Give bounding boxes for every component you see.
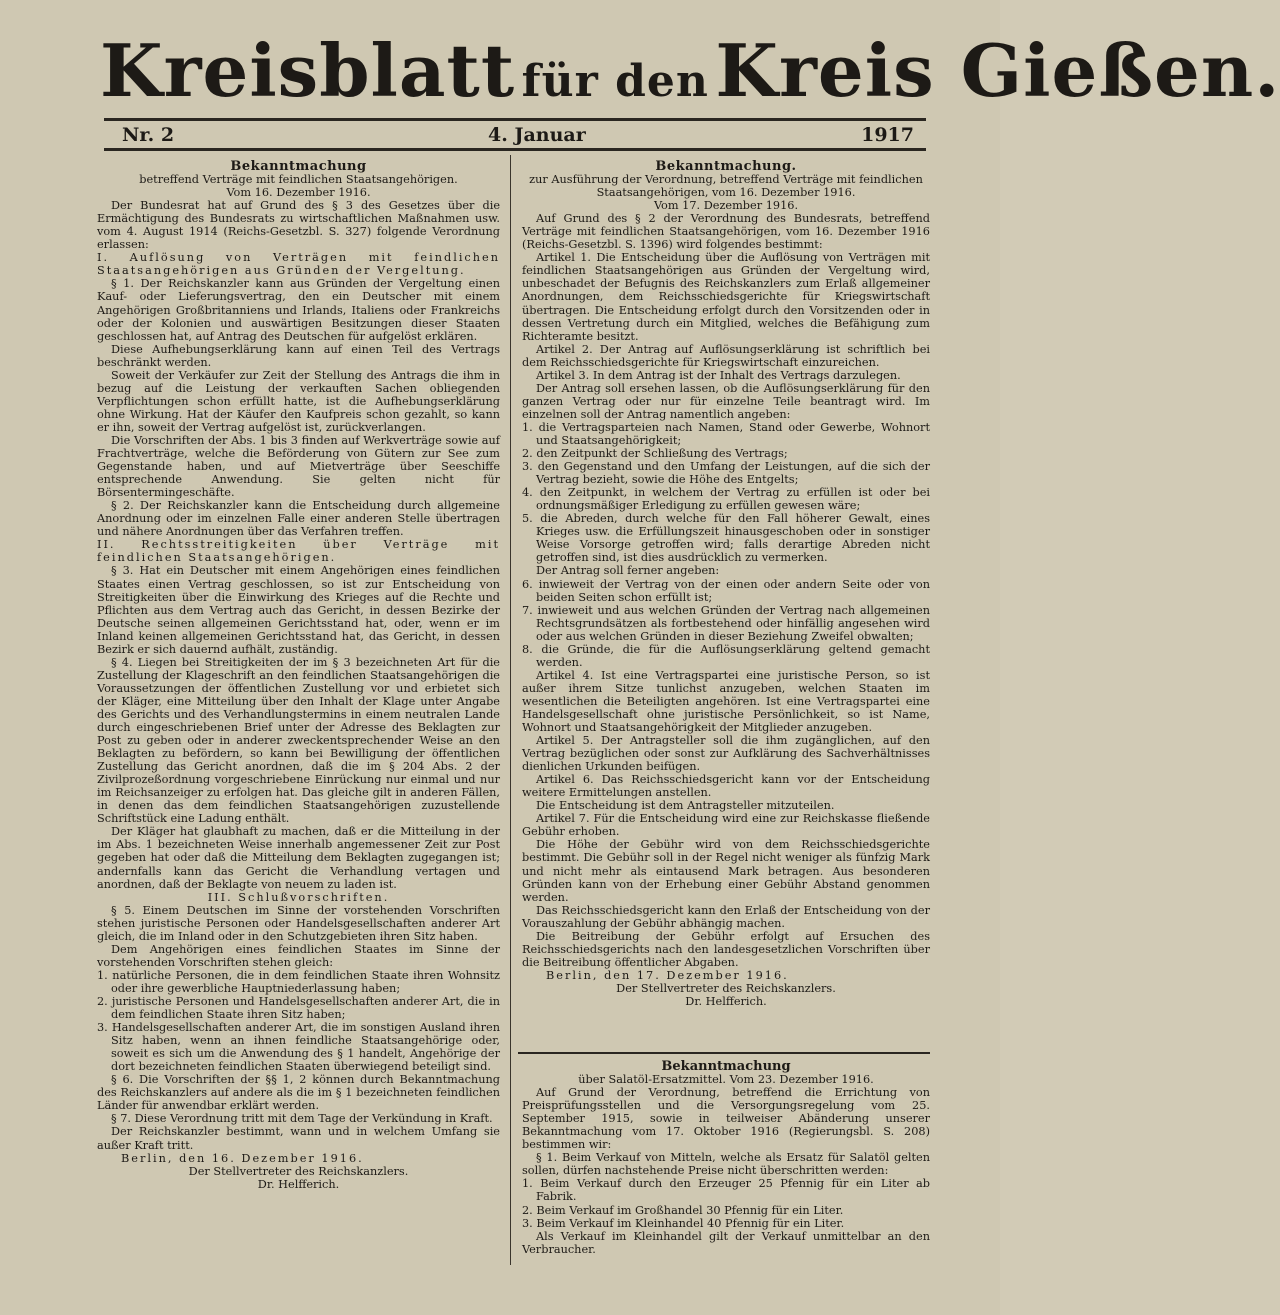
left-para-4: Die Vorschriften der Abs. 1 bis 3 finden auf Werkverträge sowie auf Frachtverträge, welche die Beförderung von Gütern zur See zum Gegenstande haben, und auf Mietverträge über Seeschiffe entsprechende Anwendung. Sie gelten nicht für Börsentermingeschäfte. bbox=[97, 433, 500, 500]
left-para-10: Dem Angehörigen eines feindlichen Staates im Sinne der vorstehenden Vorschriften stehen gleich: bbox=[97, 942, 500, 969]
right-list-item: 7. inwieweit und aus welchen Gründen der Vertrag nach allgemeinen Rechtsgrundsätzen als fortbestehend oder hinfällig angesehen wird oder aus welchen Gründen in dieser Beziehung Zweifel obwalten; bbox=[522, 603, 930, 643]
left-para-8: Der Kläger hat glaubhaft zu machen, daß er die Mitteilung in der im Abs. 1 bezeichneten Weise innerhalb angemessener Zeit zur Post gegeben hat oder daß die Mitteilung dem Beklagten zugegangen ist; andernfalls kann das Gericht die Verhandlung vertagen und anordnen, daß der Beklagte von neuem zu laden ist. bbox=[97, 825, 500, 891]
right-article-3: Artikel 3. In dem Antrag ist der Inhalt des Vertrags darzulegen. bbox=[536, 368, 901, 382]
right-article-7d: Die Beitreibung der Gebühr erfolgt auf Ersuchen des Reichsschiedsgerichts nach den landesgesetzlichen Vorschriften über die Beitreibung öffentlicher Abgaben. bbox=[522, 929, 930, 969]
left-signature-name: Dr. Helfferich. bbox=[257, 1177, 340, 1191]
masthead-title-1: Kreisblatt bbox=[100, 28, 516, 113]
left-section-3: III. Schlußvorschriften. bbox=[207, 890, 390, 904]
left-column bbox=[97, 160, 500, 1191]
right-article-6: Artikel 6. Das Reichsschiedsgericht kann vor der Entscheidung weitere Ermittelungen anstellen. bbox=[522, 773, 930, 800]
left-signature-title: Der Stellvertreter des Reichskanzlers. bbox=[188, 1164, 409, 1178]
right2-para-2: Als Verkauf im Kleinhandel gilt der Verkauf unmittelbar an den Verbraucher. bbox=[522, 1229, 930, 1256]
left-para-3: Soweit der Verkäufer zur Zeit der Stellung des Antrags die ihm in bezug auf die Leistung der verkauften Sachen obliegenden Verpflichtungen schon erfüllt hatte, ist die Aufhebungserklärung ohne Wirkung. Hat der Käufer den Kaufpreis schon gezahlt, so kann er ihn, soweit der Vertrag aufgelöst ist, zurückverlangen. bbox=[97, 368, 500, 434]
left-intro: Der Bundesrat hat auf Grund des § 3 des Gesetzes über die Ermächtigung des Bundesrats zu wirtschaftlichen Maßnahmen usw. vom 4. August 1914 (Reichs-Gesetzbl. S. 327) folgende Verordnung erlassen: bbox=[97, 199, 500, 252]
right2-list-item: 3. Beim Verkauf im Kleinhandel 40 Pfennig für ein Liter. bbox=[522, 1216, 845, 1230]
right2-heading: Bekanntmachung bbox=[661, 1059, 791, 1074]
right-heading: Bekanntmachung. bbox=[655, 159, 797, 174]
right-signature-title: Der Stellvertreter des Reichskanzlers. bbox=[616, 981, 836, 995]
left-heading: Bekanntmachung bbox=[230, 159, 367, 174]
right-article-7: Artikel 7. Für die Entscheidung wird eine zur Reichskasse fließende Gebühr erhoben. bbox=[522, 812, 930, 839]
right-article-3c: Der Antrag soll ferner angeben: bbox=[536, 564, 720, 578]
right2-list-item: 2. Beim Verkauf im Großhandel 30 Pfennig für ein Liter. bbox=[522, 1203, 844, 1217]
right2-subtitle: über Salatöl-Ersatzmittel. Vom 23. Dezember 1916. bbox=[578, 1073, 874, 1087]
right2-list-item: 1. Beim Verkauf durch den Erzeuger 25 Pfennig für ein Liter ab Fabrik. bbox=[522, 1177, 930, 1204]
right-column-lower bbox=[522, 1060, 930, 1256]
right-date: Vom 17. Dezember 1916. bbox=[653, 199, 799, 213]
left-place-date: Berlin, den 16. Dezember 1916. bbox=[121, 1151, 364, 1165]
masthead-title-2: für den bbox=[521, 56, 709, 107]
right-list-item: 1. die Vertragsparteien nach Namen, Stand oder Gewerbe, Wohnort und Staatsangehörigkeit; bbox=[522, 420, 930, 447]
left-para-7: § 4. Liegen bei Streitigkeiten der im § 3 bezeichneten Art für die Zustellung der Klageschrift an den feindlichen Staatsangehörigen die Voraussetzungen der öffentlichen Zustellung vor und erbietet sich der Kläger, eine Mitteilung über den Inhalt der Klage unter Angabe des Gerichts und des Verhandlungstermins in einem neutralen Lande durch eingeschriebenen Brief unter der Adresse des Beklagten zur Post zu geben oder in anderer zweckentsprechender Weise an den Beklagten zu befördern, so kann bei Bewilligung der öffentlichen Zustellung das Gericht anordnen, daß die im § 204 Abs. 2 der Zivilprozeßordnung vorgeschriebene Einrückung nur einmal und nur im Reichsanzeiger zu erfolgen hat. Das gleiche gilt in anderen Fällen, in denen das dem feindlichen Staatsangehörigen zuzustellende Schriftstück eine Ladung enthält. bbox=[97, 655, 500, 826]
left-para-12: § 7. Diese Verordnung tritt mit dem Tage der Verkündung in Kraft. bbox=[111, 1112, 493, 1126]
right-article-2: Artikel 2. Der Antrag auf Auflösungserklärung ist schriftlich bei dem Reichsschiedsgerichte für Kriegswirtschaft einzureichen. bbox=[522, 342, 930, 369]
right-list-item: 4. den Zeitpunkt, in welchem der Vertrag zu erfüllen ist oder bei ordnungsmäßiger Erledigung zu erfüllen gewesen wäre; bbox=[522, 486, 930, 513]
right-column bbox=[522, 160, 930, 1008]
left-date: Vom 16. Dezember 1916. bbox=[226, 186, 371, 200]
right-subtitle: zur Ausführung der Verordnung, betreffend Verträge mit feindlichen Staatsangehörigen, vom 16. Dezember 1916. bbox=[529, 173, 923, 200]
right2-intro: Auf Grund der Verordnung, betreffend die Errichtung von Preisprüfungsstellen und die Versorgungsregelung vom 25. September 1915, sowie in teilweiser Abänderung unserer Bekanntmachung vom 17. Oktober 1916 (Regierungsbl. S. 208) bestimmen wir: bbox=[522, 1086, 930, 1152]
left-para-5: § 2. Der Reichskanzler kann die Entscheidung durch allgemeine Anordnung oder im einzelnen Falle einer anderen Stelle übertragen und nähere Anordnungen über das Verfahren treffen. bbox=[97, 499, 500, 539]
right-article-7b: Die Höhe der Gebühr wird von dem Reichsschiedsgerichte bestimmt. Die Gebühr soll in der Regel nicht weniger als fünfzig Mark und nicht mehr als eintausend Mark betragen. Aus besonderen Gründen kann von der Erhebung einer Gebühr Abstand genommen werden. bbox=[522, 838, 930, 904]
left-para-11: § 6. Die Vorschriften der §§ 1, 2 können durch Bekanntmachung des Reichskanzlers auf andere als die im § 1 bezeichneten feindlichen Länder für anwendbar erklärt werden. bbox=[97, 1073, 500, 1113]
left-list-item: 3. Handelsgesellschaften anderer Art, die im sonstigen Ausland ihren Sitz haben, wenn an ihnen feindliche Staatsangehörige oder, soweit es sich um die Anwendung des § 1 handelt, Angehörige der dort bezeichneten feindlichen Staaten überwiegend beteiligt sind. bbox=[97, 1021, 500, 1074]
right-intro: Auf Grund des § 2 der Verordnung des Bundesrats, betreffend Verträge mit feindlichen Staatsangehörigen, vom 16. Dezember 1916 (Reichs-Gesetzbl. S. 1396) wird folgendes bestimmt: bbox=[522, 212, 930, 252]
section-divider bbox=[518, 1052, 930, 1054]
masthead-rule-bottom bbox=[104, 148, 926, 151]
right-article-6b: Die Entscheidung ist dem Antragsteller mitzuteilen. bbox=[536, 799, 835, 813]
right-article-3b: Der Antrag soll ersehen lassen, ob die Auflösungserklärung für den ganzen Vertrag oder nur für einzelne Teile beantragt wird. Im einzelnen soll der Antrag namentlich angeben: bbox=[522, 381, 930, 421]
right-list-item: 3. den Gegenstand und den Umfang der Leistungen, auf die sich der Vertrag bezieht, sowie die Höhe des Entgelts; bbox=[522, 460, 930, 487]
issue-bar bbox=[104, 124, 924, 148]
masthead-title-3: Kreis Gießen. bbox=[715, 28, 1280, 113]
right-place-date: Berlin, den 17. Dezember 1916. bbox=[546, 968, 789, 982]
left-section-2: II. Rechtsstreitigkeiten über Verträge mit feindlichen Staatsangehörigen. bbox=[97, 538, 500, 565]
right-list-item: 8. die Gründe, die für die Auflösungserklärung geltend gemacht werden. bbox=[522, 642, 930, 669]
masthead bbox=[100, 28, 1280, 113]
left-list-item: 1. natürliche Personen, die in dem feindlichen Staate ihren Wohnsitz oder ihre gewerbliche Hauptniederlassung haben; bbox=[97, 968, 500, 995]
right-article-7c: Das Reichsschiedsgericht kann den Erlaß der Entscheidung von der Vorauszahlung der Gebühr abhängig machen. bbox=[522, 903, 930, 930]
left-para-2: Diese Aufhebungserklärung kann auf einen Teil des Vertrags beschränkt werden. bbox=[97, 342, 500, 369]
right-article-5: Artikel 5. Der Antragsteller soll die ihm zugänglichen, auf den Vertrag bezüglichen oder sonst zur Aufklärung des Sachverhältnisses dienlichen Urkunden beifügen. bbox=[522, 734, 930, 774]
issue-number: Nr. 2 bbox=[122, 124, 175, 146]
left-para-1: § 1. Der Reichskanzler kann aus Gründen der Vergeltung einen Kauf- oder Lieferungsvertrag, den ein Deutscher mit einem Angehörigen Großbritanniens und Irlands, Italiens oder Frankreichs oder der Kolonien und auswärtigen Besitzungen dieser Staaten geschlossen hat, auf Antrag des Deutschen für aufgelöst erklären. bbox=[97, 277, 500, 343]
left-subtitle: betreffend Verträge mit feindlichen Staatsangehörigen. bbox=[139, 173, 458, 187]
masthead-rule-top bbox=[104, 118, 926, 121]
right-list-item: 6. inwieweit der Vertrag von der einen oder andern Seite oder von beiden Seiten schon erfüllt ist; bbox=[522, 577, 930, 604]
left-para-13: Der Reichskanzler bestimmt, wann und in welchem Umfang sie außer Kraft tritt. bbox=[97, 1125, 500, 1152]
right-list-item: 2. den Zeitpunkt der Schließung des Vertrags; bbox=[522, 447, 788, 461]
column-divider bbox=[510, 155, 511, 1265]
left-section-1: I. Auflösung von Verträgen mit feindlichen Staatsangehörigen aus Gründen der Vergeltung. bbox=[97, 251, 500, 278]
left-list-item: 2. juristische Personen und Handelsgesellschaften anderer Art, die in dem feindlichen Staate ihren Sitz haben; bbox=[97, 995, 500, 1022]
issue-year: 1917 bbox=[861, 124, 914, 146]
left-para-6: § 3. Hat ein Deutscher mit einem Angehörigen eines feindlichen Staates einen Vertrag geschlossen, so ist zur Entscheidung von Streitigkeiten über die Einwirkung des Krieges auf die Rechte und Pflichten aus dem Vertrag auch das Gericht, in dessen Bezirke der Deutsche seinen allgemeinen Gerichtsstand hat, oder, wenn er im Inland keinen allgemeinen Gerichtsstand hat, das Gericht, in dessen Bezirk er sich dauernd aufhält, zuständig. bbox=[97, 564, 500, 656]
right-signature-name: Dr. Helfferich. bbox=[685, 995, 767, 1008]
right2-para-1: § 1. Beim Verkauf von Mitteln, welche als Ersatz für Salatöl gelten sollen, dürfen nachstehende Preise nicht überschritten werden: bbox=[522, 1151, 930, 1178]
right-article-4: Artikel 4. Ist eine Vertragspartei eine juristische Person, so ist außer ihrem Sitze tunlichst anzugeben, welchen Staaten im wesentlichen die Beteiligten angehören. Ist eine Vertragspartei eine Handelsgesellschaft ohne juristische Persönlichkeit, so ist Name, Wohnort und Staatsangehörigkeit der Mitglieder anzugeben. bbox=[522, 668, 930, 735]
right-list-item: 5. die Abreden, durch welche für den Fall höherer Gewalt, eines Krieges usw. die Erfüllungszeit hinausgeschoben oder in sonstiger Weise Vorsorge getroffen wird; falls derartige Abreden nicht getroffen sind, ist dies ausdrücklich zu vermerken. bbox=[522, 512, 930, 565]
left-para-9: § 5. Einem Deutschen im Sinne der vorstehenden Vorschriften stehen juristische Personen oder Handelsgesellschaften anderer Art gleich, die im Inland oder in den Schutzgebieten ihren Sitz haben. bbox=[97, 903, 500, 943]
issue-date: 4. Januar bbox=[488, 124, 586, 146]
right-article-1: Artikel 1. Die Entscheidung über die Auflösung von Verträgen mit feindlichen Staatsangehörigen aus Gründen der Vergeltung wird, unbeschadet der Befugnis des Reichskanzlers zum Erlaß allgemeiner Anordnungen, dem Reichsschiedsgerichte für Kriegswirtschaft übertragen. Die Entscheidung erfolgt durch den Vorsitzenden oder in dessen Vertretung durch ein Mitglied, welches die Befähigung zum Richteramte besitzt. bbox=[522, 251, 930, 343]
